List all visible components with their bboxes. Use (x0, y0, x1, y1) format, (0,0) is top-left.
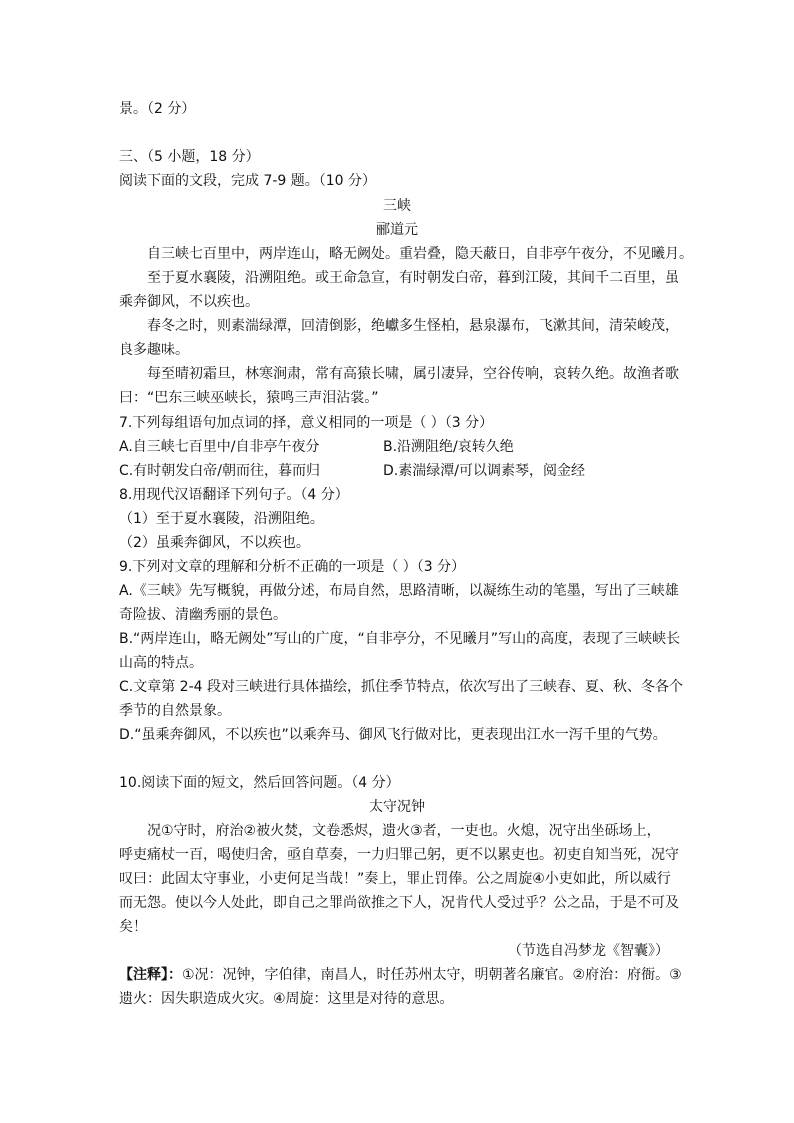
passage-title: 太守况钟 (369, 799, 425, 815)
option-b-cont: 山高的特点。 (119, 655, 203, 671)
sub-question: （2）虽乘奔御风，不以疾也。 (119, 535, 310, 551)
notes-line: 遗火：因失职造成火灾。④周旋：这里是对待的意思。 (119, 991, 454, 1007)
paragraph-line: 至于夏水襄陵，沿溯阻绝。或王命急宣，有时朝发白帝，暮到江陵，其间千二百里，虽 (147, 270, 679, 286)
instruction: 阅读下面的文段，完成 7-9 题。（10 分） (119, 173, 377, 189)
paragraph-line: 自三峡七百里中，两岸连山，略无阙处。重岩叠，隐天蔽日，自非亭午夜分，不见曦月。 (147, 246, 693, 262)
text-line: 景。（2 分） (119, 101, 196, 117)
question-9: 9.下列对文章的理解和分析不正确的一项是（ ）（3 分） (119, 559, 466, 575)
paragraph-line: 春冬之时，则素湍绿潭，回清倒影，绝巘多生怪柏，悬泉瀑布，飞漱其间，清荣峻茂， (147, 318, 679, 334)
paragraph-line: 良多趣味。 (119, 342, 189, 358)
paragraph-line: 叹曰：此固太守事业，小吏何足当哉！”奏上，罪止罚俸。公之周旋④小吏如此，所以威行 (119, 871, 671, 887)
option-c: C.文章第 2-4 段对三峡进行具体描绘，抓住季节特点，依次写出了三峡春、夏、秋、冬各个 (119, 679, 683, 695)
option-c: C.有时朝发白帝/朝而往，暮而归 (119, 463, 320, 479)
option-a-cont: 奇险拔、清幽秀丽的景色。 (119, 607, 287, 623)
option-b: B.“两岸连山，略无阙处”写山的广度，“自非亭分，不见曦月”写山的高度，表现了三峡峡长 (119, 631, 681, 647)
option-d: D.“虽乘奔御风，不以疾也”以乘奔马、御风飞行做对比，更表现出江水一泻千里的气势。 (119, 727, 667, 743)
paragraph-line: 而无怨。使以今人处此，即自己之罪尚欲推之下人，况肯代人受过乎？公之品，于是不可及 (119, 895, 679, 911)
section-heading: 三、（5 小题，18 分） (119, 149, 260, 165)
sub-question: （1）至于夏水襄陵，沿溯阻绝。 (119, 511, 324, 527)
paragraph-line: 乘奔御风，不以疾也。 (119, 294, 259, 310)
question-10: 10.阅读下面的短文，然后回答问题。（4 分） (119, 775, 400, 791)
option-b: B.沿溯阻绝/哀转久绝 (383, 439, 514, 455)
paragraph-line: 每至晴初霜旦，林寒涧肃，常有高猿长啸，属引凄异，空谷传响，哀转久绝。故渔者歌 (147, 366, 679, 382)
notes-label: 【注释】： (119, 967, 182, 983)
source-citation: （节选自冯梦龙《智囊》） (508, 943, 669, 959)
paragraph-line: 曰：“巴东三峡巫峡长，猿鸣三声泪沾裳。” (119, 390, 379, 406)
paragraph-line: 呼吏痛杖一百，喝使归舍，亟自草奏，一力归罪己躬，更不以累吏也。初吏自知当死，况守 (119, 847, 679, 863)
paragraph-line: 矣！ (119, 919, 147, 935)
option-a: A.自三峡七百里中/自非亭午夜分 (119, 439, 320, 455)
paragraph-line: 况①守时，府治②被火焚，文卷悉烬，遗火③者，一吏也。火熄，况守出坐砾场上， (147, 823, 661, 839)
option-c-cont: 季节的自然景象。 (119, 703, 231, 719)
passage-title: 三峡 (383, 198, 411, 214)
question-7: 7.下列每组语句加点词的择，意义相同的一项是（ ）（3 分） (119, 415, 494, 431)
question-8: 8.用现代汉语翻译下列句子。（4 分） (119, 487, 349, 503)
passage-author: 郦道元 (376, 222, 418, 238)
option-d: D.素湍绿潭/可以调素琴，阅金经 (383, 463, 585, 479)
notes-text: ①况：况钟，字伯律，南昌人，时任苏州太守，明朝著名廉官。②府治：府衙。③ (182, 967, 682, 983)
notes-line (119, 965, 682, 985)
option-a: A.《三峡》先写概貌，再做分述，布局自然，思路清晰，以凝练生动的笔墨，写出了三峡雄 (119, 583, 679, 599)
